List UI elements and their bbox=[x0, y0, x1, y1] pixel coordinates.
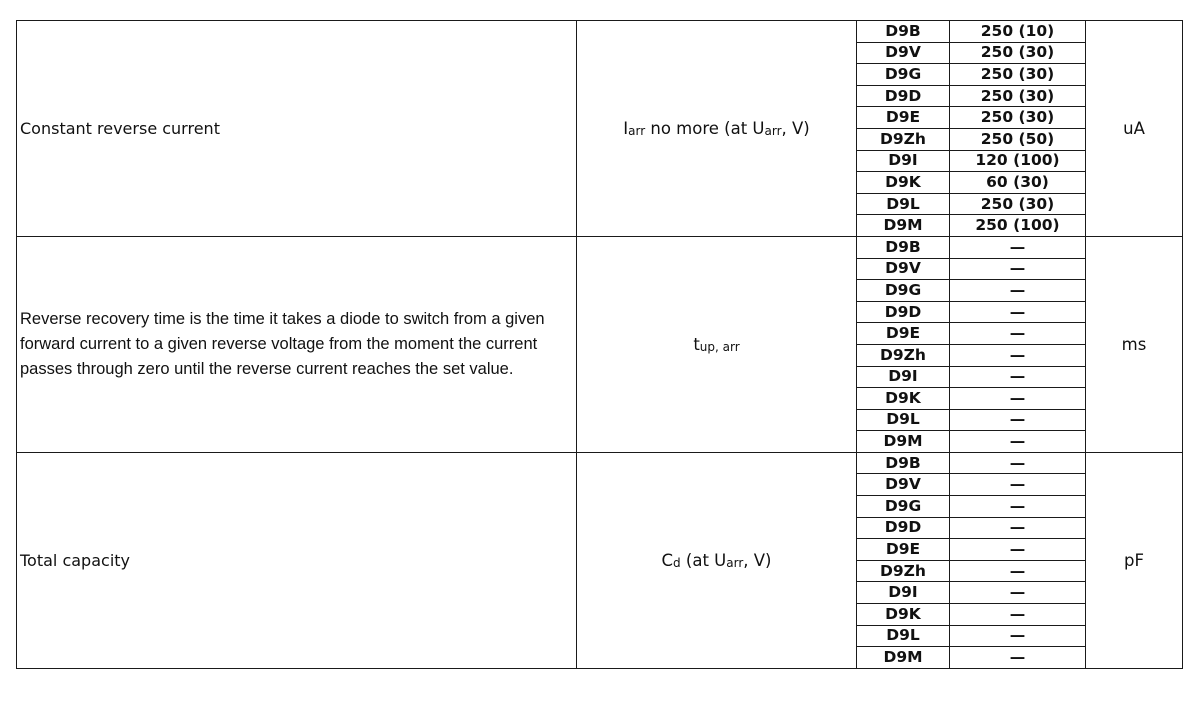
parameter-symbol bbox=[577, 21, 857, 237]
diode-type-cell: D9M bbox=[857, 215, 950, 237]
value-cell: — bbox=[950, 604, 1086, 626]
parameter-symbol bbox=[577, 236, 857, 452]
symbol-suffix-2: , V) bbox=[781, 118, 810, 138]
value-cell: — bbox=[950, 280, 1086, 302]
value-cell: — bbox=[950, 539, 1086, 561]
diode-type-cell: D9G bbox=[857, 64, 950, 86]
diode-parameters-table bbox=[16, 20, 1183, 669]
symbol-suffix-2: , V) bbox=[743, 550, 772, 570]
value-cell: — bbox=[950, 323, 1086, 345]
symbol-subscript: up, arr bbox=[699, 339, 740, 354]
diode-type-cell: D9M bbox=[857, 647, 950, 669]
diode-type-cell: D9Zh bbox=[857, 560, 950, 582]
symbol-main: C bbox=[661, 550, 674, 570]
diode-type-cell: D9I bbox=[857, 366, 950, 388]
diode-type-cell: D9K bbox=[857, 604, 950, 626]
value-cell: — bbox=[950, 582, 1086, 604]
symbol-subscript: arr bbox=[628, 123, 646, 138]
diode-type-cell: D9L bbox=[857, 409, 950, 431]
diode-type-cell: D9G bbox=[857, 280, 950, 302]
value-cell: — bbox=[950, 366, 1086, 388]
symbol-suffix: no more (at U bbox=[645, 118, 765, 138]
diode-type-cell: D9D bbox=[857, 301, 950, 323]
table-row bbox=[17, 21, 1183, 43]
value-cell: 250 (100) bbox=[950, 215, 1086, 237]
value-cell: — bbox=[950, 474, 1086, 496]
diode-type-cell: D9V bbox=[857, 474, 950, 496]
diode-type-cell: D9L bbox=[857, 193, 950, 215]
value-cell: 250 (30) bbox=[950, 193, 1086, 215]
diode-type-cell: D9B bbox=[857, 21, 950, 43]
diode-type-cell: D9L bbox=[857, 625, 950, 647]
parameter-symbol bbox=[577, 452, 857, 668]
value-cell: 250 (50) bbox=[950, 128, 1086, 150]
table-row bbox=[17, 452, 1183, 474]
symbol-subscript-2: arr bbox=[726, 555, 744, 570]
diode-type-cell: D9E bbox=[857, 539, 950, 561]
diode-type-cell: D9I bbox=[857, 150, 950, 172]
value-cell: 250 (30) bbox=[950, 85, 1086, 107]
diode-type-cell: D9G bbox=[857, 496, 950, 518]
diode-type-cell: D9B bbox=[857, 452, 950, 474]
value-cell: — bbox=[950, 517, 1086, 539]
diode-type-cell: D9Zh bbox=[857, 128, 950, 150]
value-cell: — bbox=[950, 301, 1086, 323]
value-cell: 250 (10) bbox=[950, 21, 1086, 43]
value-cell: — bbox=[950, 409, 1086, 431]
diode-type-cell: D9E bbox=[857, 323, 950, 345]
diode-type-cell: D9V bbox=[857, 258, 950, 280]
symbol-main: I bbox=[623, 118, 629, 138]
parameter-description: Reverse recovery time is the time it takes a diode to switch from a given forward current to a given reverse voltage from the moment the current passes through zero until the reverse current reaches the set value. bbox=[17, 236, 577, 452]
parameter-description: Total capacity bbox=[17, 452, 577, 668]
symbol-subscript: d bbox=[673, 555, 681, 570]
unit-cell: uA bbox=[1086, 21, 1183, 237]
diode-type-cell: D9B bbox=[857, 236, 950, 258]
table-row bbox=[17, 236, 1183, 258]
value-cell: 120 (100) bbox=[950, 150, 1086, 172]
value-cell: — bbox=[950, 496, 1086, 518]
value-cell: 250 (30) bbox=[950, 42, 1086, 64]
value-cell: 60 (30) bbox=[950, 172, 1086, 194]
diode-type-cell: D9I bbox=[857, 582, 950, 604]
value-cell: 250 (30) bbox=[950, 107, 1086, 129]
symbol-suffix: (at U bbox=[680, 550, 727, 570]
value-cell: — bbox=[950, 560, 1086, 582]
unit-cell: ms bbox=[1086, 236, 1183, 452]
value-cell: — bbox=[950, 452, 1086, 474]
value-cell: — bbox=[950, 388, 1086, 410]
diode-type-cell: D9D bbox=[857, 85, 950, 107]
parameter-description: Constant reverse current bbox=[17, 21, 577, 237]
symbol-subscript-2: arr bbox=[764, 123, 782, 138]
diode-type-cell: D9M bbox=[857, 431, 950, 453]
diode-type-cell: D9K bbox=[857, 172, 950, 194]
value-cell: — bbox=[950, 625, 1086, 647]
diode-type-cell: D9D bbox=[857, 517, 950, 539]
diode-type-cell: D9K bbox=[857, 388, 950, 410]
value-cell: — bbox=[950, 344, 1086, 366]
value-cell: 250 (30) bbox=[950, 64, 1086, 86]
symbol-main: t bbox=[693, 334, 700, 354]
value-cell: — bbox=[950, 236, 1086, 258]
unit-cell: pF bbox=[1086, 452, 1183, 668]
diode-type-cell: D9E bbox=[857, 107, 950, 129]
value-cell: — bbox=[950, 647, 1086, 669]
value-cell: — bbox=[950, 258, 1086, 280]
diode-type-cell: D9Zh bbox=[857, 344, 950, 366]
value-cell: — bbox=[950, 431, 1086, 453]
diode-type-cell: D9V bbox=[857, 42, 950, 64]
